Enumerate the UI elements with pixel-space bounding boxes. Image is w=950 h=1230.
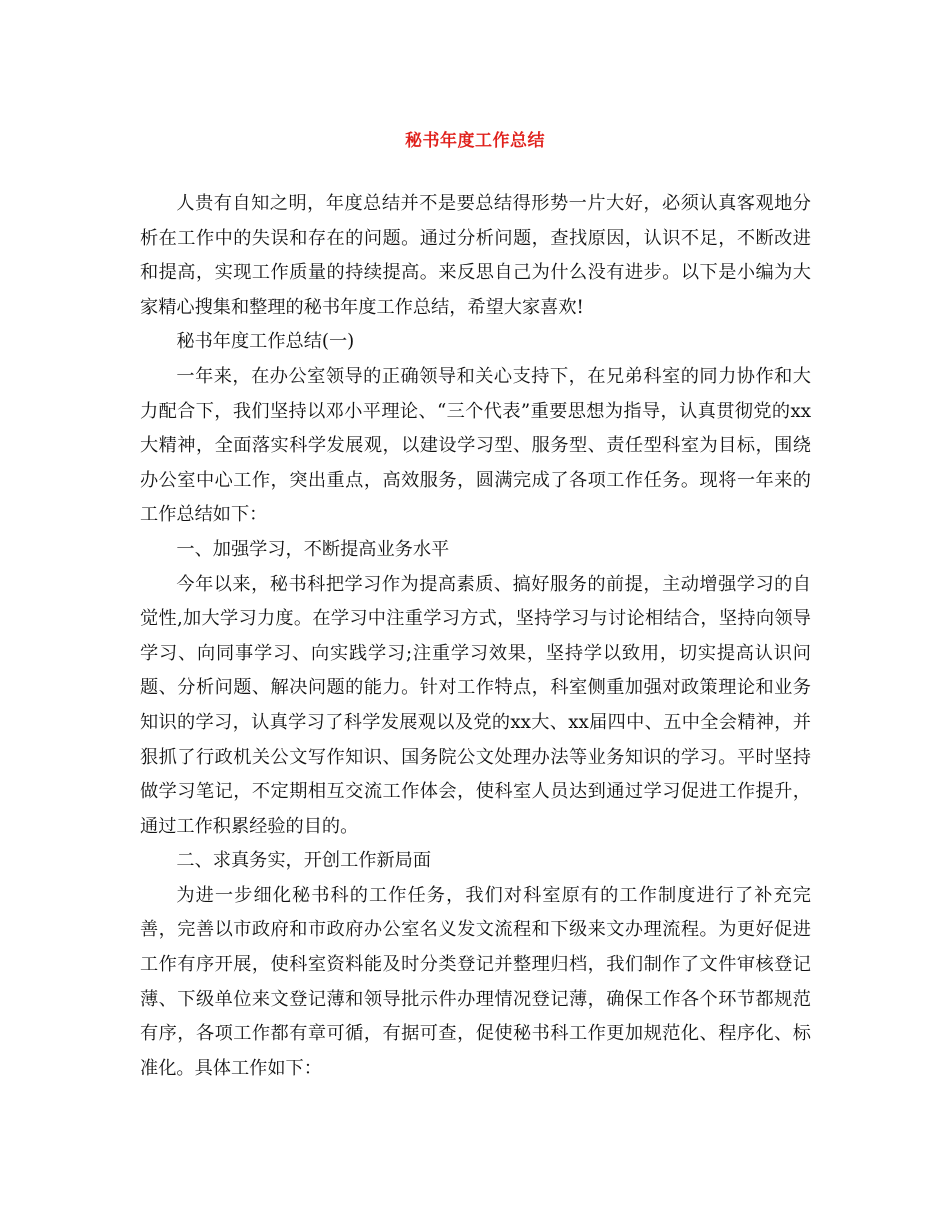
work-system-paragraph: 为进一步细化秘书科的工作任务，我们对科室原有的工作制度进行了补充完善，完善以市政府和市政府办公室名义发文流程和下级来文办理流程。为更好促进工作有序开展，使科室资料能及时分类登记并整理归档，我们制作了文件审核登记薄、下级单位来文登记薄和领导批示件办理情况登记薄，确保工作各个环节都规范有序，各项工作都有章可循，有据可查，促使秘书科工作更加规范化、程序化、标准化。具体工作如下： xyxy=(140,884,811,1079)
heading-seek-truth: 二、求真务实，开创工作新局面 xyxy=(176,850,432,872)
section-title-part-one: 秘书年度工作总结(一) xyxy=(176,331,355,353)
learning-paragraph: 今年以来，秘书科把学习作为提高素质、搞好服务的前提，主动增强学习的自觉性,加大学习力度。在学习中注重学习方式，坚持学习与讨论相结合，坚持向领导学习、向同事学习、向实践学习;注重学习效果，坚持学以致用，切实提高认识问题、分析问题、解决问题的能力。针对工作特点，科室侧重加强对政策理论和业务知识的学习，认真学习了科学发展观以及党的xx大、xx届四中、五中全会精神，并狠抓了行政机关公文写作知识、国务院公文处理办法等业务知识的学习。平时坚持做学习笔记，不定期相互交流工作体会，使科室人员达到通过学习促进工作提升，通过工作积累经验的目的。 xyxy=(140,573,811,837)
heading-strengthen-learning: 一、加强学习，不断提高业务水平 xyxy=(176,538,450,560)
overview-paragraph: 一年来，在办公室领导的正确领导和关心支持下，在兄弟科室的同力协作和大力配合下，我们坚持以邓小平理论、“三个代表”重要思想为指导，认真贯彻党的xx大精神，全面落实科学发展观，以建设学习型、服务型、责任型科室为目标，围绕办公室中心工作，突出重点，高效服务，圆满完成了各项工作任务。现将一年来的工作总结如下： xyxy=(140,365,811,526)
intro-paragraph: 人贵有自知之明，年度总结并不是要总结得形势一片大好，必须认真客观地分析在工作中的失误和存在的问题。通过分析问题，查找原因，认识不足，不断改进和提高，实现工作质量的持续提高。来反思自己为什么没有进步。以下是小编为大家精心搜集和整理的秘书年度工作总结，希望大家喜欢! xyxy=(140,193,811,318)
document-body xyxy=(140,187,811,1086)
document-title: 秘书年度工作总结 xyxy=(405,131,545,151)
